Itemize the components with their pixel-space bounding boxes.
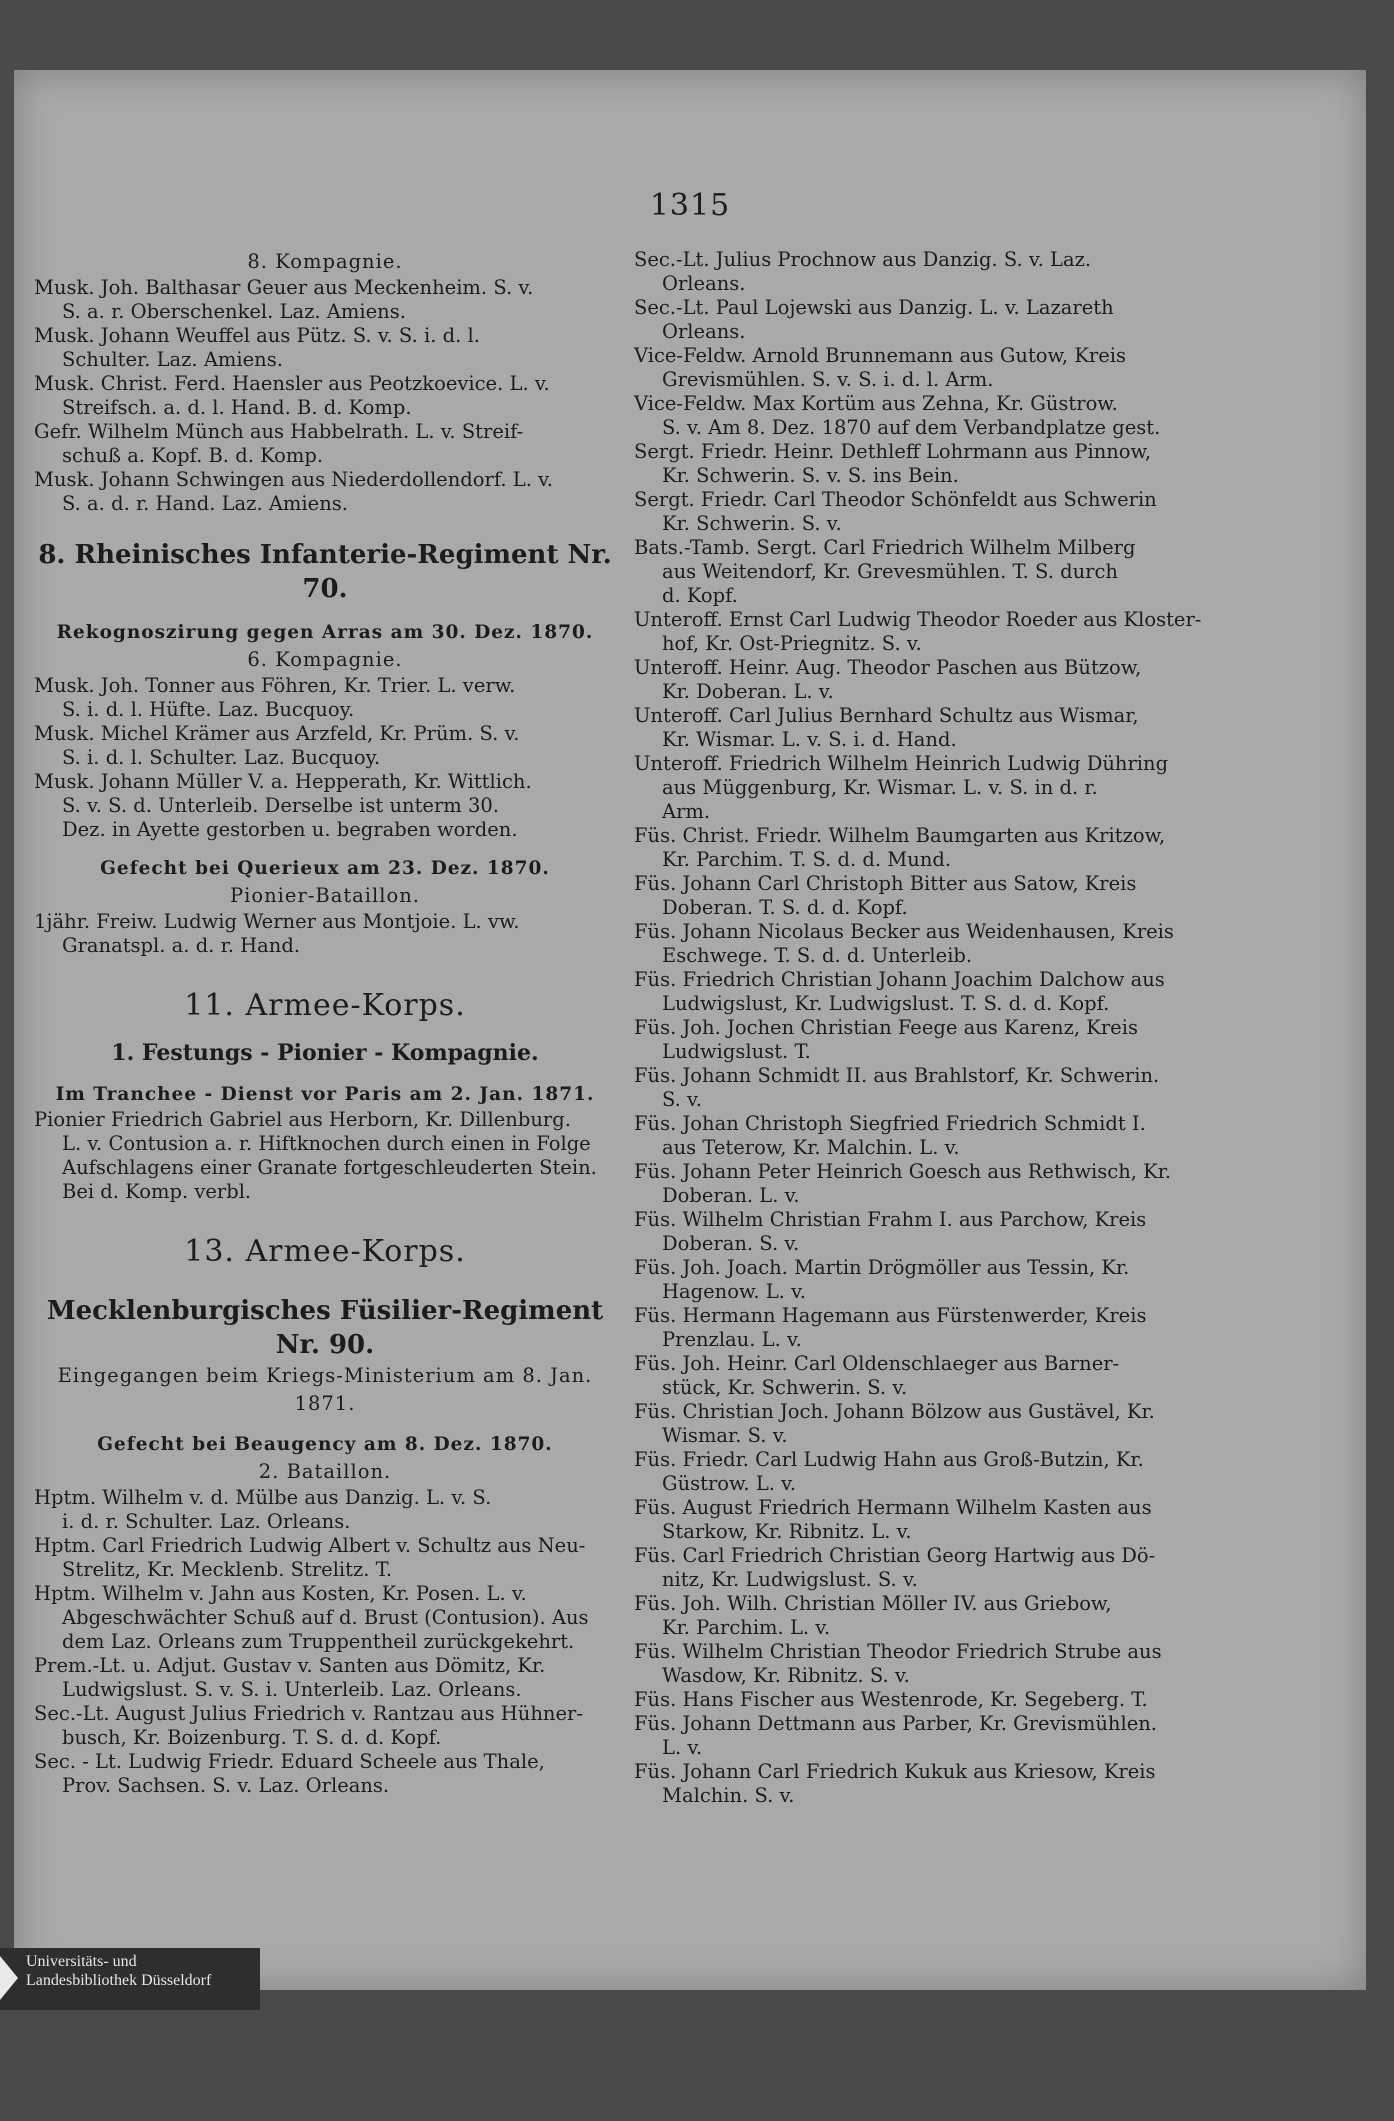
engagement-heading: Gefecht bei Beaugency am 8. Dez. 1870.: [97, 1434, 553, 1455]
casualty-entry: [634, 1592, 1224, 1640]
casualty-entry: [34, 420, 616, 468]
library-watermark: [0, 1948, 260, 2010]
entry-continuation-line: Streifsch. a. d. l. Hand. B. d. Komp.: [62, 396, 412, 419]
entry-line: Musk. Johann Weuffel aus Pütz. S. v. S. i. d. l.: [34, 324, 480, 347]
entry-line: Sec.-Lt. Julius Prochnow aus Danzig. S. v. Laz.: [634, 248, 1092, 271]
entry-line: Sergt. Friedr. Heinr. Dethleff Lohrmann aus Pinnow,: [634, 440, 1152, 463]
casualty-entry: [634, 1016, 1224, 1064]
entry-line: Unteroff. Heinr. Aug. Theodor Paschen aus Bützow,: [634, 656, 1142, 679]
entry-line: Füs. Joh. Wilh. Christian Möller IV. aus Griebow,: [634, 1592, 1112, 1615]
regiment-heading: 8. Rheinisches Infanterie-Regiment Nr. 70.: [38, 540, 612, 604]
entry-line: Gefr. Wilhelm Münch aus Habbelrath. L. v. Streif-: [34, 420, 524, 443]
entry-line: 1jähr. Freiw. Ludwig Werner aus Montjoie. L. vw.: [34, 910, 520, 933]
entry-continuation-line: aus Müggenburg, Kr. Wismar. L. v. S. in d. r.: [662, 776, 1098, 799]
entry-line: Unteroff. Carl Julius Bernhard Schultz aus Wismar,: [634, 704, 1139, 727]
entry-continuation-line: Ludwigslust, Kr. Ludwigslust. T. S. d. d. Kopf.: [662, 992, 1110, 1015]
engagement-heading: Rekognoszirung gegen Arras am 30. Dez. 1870.: [56, 622, 594, 643]
subunit-heading: Eingegangen beim Kriegs-Ministerium am 8. Jan. 1871.: [57, 1364, 593, 1415]
entry-line: Füs. August Friedrich Hermann Wilhelm Kasten aus: [634, 1496, 1152, 1519]
engagement-heading: Im Tranchee - Dienst vor Paris am 2. Jan. 1871.: [55, 1084, 595, 1105]
casualty-entry: [34, 468, 616, 516]
document-page: [14, 70, 1366, 1990]
casualty-entry: [34, 1750, 616, 1798]
entry-continuation-line: Wasdow, Kr. Ribnitz. S. v.: [662, 1664, 910, 1687]
casualty-entry: [634, 344, 1224, 392]
entry-line: Prem.-Lt. u. Adjut. Gustav v. Santen aus Dömitz, Kr.: [34, 1654, 546, 1677]
casualty-entry: [34, 674, 616, 722]
entry-line: Musk. Joh. Tonner aus Föhren, Kr. Trier. L. verw.: [34, 674, 516, 697]
casualty-entry: [634, 1712, 1224, 1760]
entry-continuation-line: Aufschlagens einer Granate fortgeschleuderten Stein.: [62, 1156, 597, 1179]
entry-line: Füs. Friedr. Carl Ludwig Hahn aus Groß-Butzin, Kr.: [634, 1448, 1144, 1471]
corps-heading: 13. Armee-Korps.: [184, 1234, 466, 1269]
entry-continuation-line: Arm.: [662, 800, 711, 823]
casualty-entry: [634, 608, 1224, 656]
entry-line: Sec.-Lt. August Julius Friedrich v. Rantzau aus Hühner-: [34, 1702, 583, 1725]
entry-continuation-line: S. a. d. r. Hand. Laz. Amiens.: [62, 492, 348, 515]
entry-line: Füs. Johann Dettmann aus Parber, Kr. Grevismühlen.: [634, 1712, 1157, 1735]
entry-line: Füs. Carl Friedrich Christian Georg Hartwig aus Dö-: [634, 1544, 1156, 1567]
left-column: [34, 248, 616, 1798]
entry-line: Pionier Friedrich Gabriel aus Herborn, Kr. Dillenburg.: [34, 1108, 571, 1131]
entry-continuation-line: L. v.: [662, 1736, 703, 1759]
entry-continuation-line: Kr. Schwerin. S. v. S. ins Bein.: [662, 464, 959, 487]
entry-continuation-line: S. v. Am 8. Dez. 1870 auf dem Verbandplatze gest.: [662, 416, 1161, 439]
casualty-entry: [34, 324, 616, 372]
entry-continuation-line: Wismar. S. v.: [662, 1424, 788, 1447]
entry-continuation-line: Prenzlau. L. v.: [662, 1328, 802, 1351]
casualty-entry: [634, 1208, 1224, 1256]
entry-continuation-line: Doberan. S. v.: [662, 1232, 800, 1255]
casualty-entry: [634, 1496, 1224, 1544]
entry-continuation-line: S. v. S. d. Unterleib. Derselbe ist unterm 30.: [62, 794, 499, 817]
entry-line: Füs. Johann Carl Friedrich Kukuk aus Kriesow, Kreis: [634, 1760, 1156, 1783]
casualty-entry: [34, 1582, 616, 1654]
entry-continuation-line: L. v. Contusion a. r. Hiftknochen durch einen in Folge: [62, 1132, 591, 1155]
casualty-entry: [34, 372, 616, 420]
entry-line: Füs. Wilhelm Christian Theodor Friedrich Strube aus: [634, 1640, 1162, 1663]
casualty-entry: [634, 872, 1224, 920]
library-name-line1: Universitäts- und: [26, 1953, 137, 1970]
entry-line: Füs. Johan Christoph Siegfried Friedrich Schmidt I.: [634, 1112, 1146, 1135]
entry-line: Füs. Hermann Hagemann aus Fürstenwerder, Kreis: [634, 1304, 1147, 1327]
entry-line: Sec.-Lt. Paul Lojewski aus Danzig. L. v. Lazareth: [634, 296, 1114, 319]
entry-continuation-line: Eschwege. T. S. d. d. Unterleib.: [662, 944, 973, 967]
casualty-entry: [634, 968, 1224, 1016]
casualty-entry: [634, 1544, 1224, 1592]
casualty-entry: [634, 488, 1224, 536]
library-name-line2: Landesbibliothek Düsseldorf: [26, 1972, 212, 1989]
entry-line: Musk. Michel Krämer aus Arzfeld, Kr. Prüm. S. v.: [34, 722, 520, 745]
casualty-entry: [634, 1256, 1224, 1304]
casualty-entry: [634, 920, 1224, 968]
casualty-entry: [634, 1688, 1224, 1712]
entry-line: Füs. Hans Fischer aus Westenrode, Kr. Segeberg. T.: [634, 1688, 1148, 1711]
casualty-entry: [634, 704, 1224, 752]
entry-continuation-line: aus Weitendorf, Kr. Grevesmühlen. T. S. durch: [662, 560, 1118, 583]
casualty-entry: [634, 1160, 1224, 1208]
entry-continuation-line: Strelitz, Kr. Mecklenb. Strelitz. T.: [62, 1558, 393, 1581]
entry-continuation-line: S. v.: [662, 1088, 702, 1111]
casualty-entry: [634, 392, 1224, 440]
casualty-entry: [634, 1064, 1224, 1112]
entry-continuation-line: Dez. in Ayette gestorben u. begraben worden.: [62, 818, 518, 841]
unit-heading: 1. Festungs - Pionier - Kompagnie.: [111, 1040, 539, 1066]
entry-line: Füs. Johann Nicolaus Becker aus Weidenhausen, Kreis: [634, 920, 1174, 943]
subunit-heading: 8. Kompagnie.: [247, 250, 403, 273]
casualty-entry: [634, 248, 1224, 296]
entry-line: Hptm. Wilhelm v. Jahn aus Kosten, Kr. Posen. L. v.: [34, 1582, 527, 1605]
entry-continuation-line: Hagenow. L. v.: [662, 1280, 806, 1303]
entry-line: Hptm. Carl Friedrich Ludwig Albert v. Schultz aus Neu-: [34, 1534, 586, 1557]
entry-line: Musk. Christ. Ferd. Haensler aus Peotzkoevice. L. v.: [34, 372, 550, 395]
entry-line: Füs. Johann Peter Heinrich Goesch aus Rethwisch, Kr.: [634, 1160, 1172, 1183]
entry-continuation-line: Malchin. S. v.: [662, 1784, 795, 1807]
entry-continuation-line: Doberan. T. S. d. d. Kopf.: [662, 896, 908, 919]
entry-continuation-line: Orleans.: [662, 272, 746, 295]
entry-continuation-line: stück, Kr. Schwerin. S. v.: [662, 1376, 908, 1399]
entry-line: Füs. Christ. Friedr. Wilhelm Baumgarten aus Kritzow,: [634, 824, 1166, 847]
entry-line: Füs. Johann Carl Christoph Bitter aus Satow, Kreis: [634, 872, 1137, 895]
entry-continuation-line: Kr. Doberan. L. v.: [662, 680, 834, 703]
casualty-entry: [34, 722, 616, 770]
entry-line: Füs. Wilhelm Christian Frahm I. aus Parchow, Kreis: [634, 1208, 1147, 1231]
casualty-entry: [34, 1108, 616, 1204]
entry-continuation-line: S. i. d. l. Hüfte. Laz. Bucquoy.: [62, 698, 355, 721]
entry-continuation-line: Kr. Wismar. L. v. S. i. d. Hand.: [662, 728, 957, 751]
entry-continuation-line: d. Kopf.: [662, 584, 738, 607]
casualty-entry: [34, 1534, 616, 1582]
casualty-entry: [634, 1112, 1224, 1160]
entry-continuation-line: Abgeschwächter Schuß auf d. Brust (Contusion). Aus: [62, 1606, 589, 1629]
entry-line: Füs. Joh. Jochen Christian Feege aus Karenz, Kreis: [634, 1016, 1138, 1039]
entry-continuation-line: S. i. d. l. Schulter. Laz. Bucquoy.: [62, 746, 381, 769]
casualty-entry: [34, 770, 616, 842]
entry-continuation-line: Orleans.: [662, 320, 746, 343]
entry-line: Füs. Johann Schmidt II. aus Brahlstorf, Kr. Schwerin.: [634, 1064, 1160, 1087]
casualty-entry: [34, 1486, 616, 1534]
entry-line: Füs. Joh. Heinr. Carl Oldenschlaeger aus Barner-: [634, 1352, 1120, 1375]
entry-continuation-line: Kr. Parchim. L. v.: [662, 1616, 831, 1639]
subunit-heading: 2. Bataillon.: [258, 1460, 392, 1483]
entry-line: Unteroff. Friedrich Wilhelm Heinrich Ludwig Dühring: [634, 752, 1169, 775]
casualty-entry: [634, 440, 1224, 488]
casualty-entry: [34, 1654, 616, 1702]
entry-line: Füs. Friedrich Christian Johann Joachim Dalchow aus: [634, 968, 1165, 991]
casualty-entry: [634, 296, 1224, 344]
entry-line: Sergt. Friedr. Carl Theodor Schönfeldt aus Schwerin: [634, 488, 1157, 511]
casualty-entry: [634, 1640, 1224, 1688]
casualty-entry: [634, 656, 1224, 704]
entry-line: Füs. Joh. Joach. Martin Drögmöller aus Tessin, Kr.: [634, 1256, 1130, 1279]
entry-line: Unteroff. Ernst Carl Ludwig Theodor Roeder aus Kloster-: [634, 608, 1202, 631]
entry-continuation-line: aus Teterow, Kr. Malchin. L. v.: [662, 1136, 960, 1159]
page-number: 1315: [649, 188, 731, 223]
entry-line: Sec. - Lt. Ludwig Friedr. Eduard Scheele aus Thale,: [34, 1750, 545, 1773]
entry-continuation-line: S. a. r. Oberschenkel. Laz. Amiens.: [62, 300, 406, 323]
engagement-heading: Gefecht bei Querieux am 23. Dez. 1870.: [100, 858, 550, 879]
casualty-entry: [634, 536, 1224, 608]
entry-line: Bats.-Tamb. Sergt. Carl Friedrich Wilhelm Milberg: [634, 536, 1136, 559]
casualty-entry: [634, 1352, 1224, 1400]
casualty-entry: [634, 1304, 1224, 1352]
casualty-entry: [634, 752, 1224, 824]
entry-continuation-line: Kr. Schwerin. S. v.: [662, 512, 842, 535]
corps-heading: 11. Armee-Korps.: [184, 988, 466, 1023]
casualty-entry: [34, 1702, 616, 1750]
entry-continuation-line: busch, Kr. Boizenburg. T. S. d. d. Kopf.: [62, 1726, 442, 1749]
casualty-entry: [634, 1400, 1224, 1448]
entry-line: Füs. Christian Joch. Johann Bölzow aus Gustävel, Kr.: [634, 1400, 1155, 1423]
entry-continuation-line: Grevismühlen. S. v. S. i. d. l. Arm.: [662, 368, 994, 391]
subunit-heading: 6. Kompagnie.: [247, 648, 403, 671]
casualty-entry: [634, 1760, 1224, 1808]
entry-continuation-line: Güstrow. L. v.: [662, 1472, 797, 1495]
entry-line: Hptm. Wilhelm v. d. Mülbe aus Danzig. L. v. S.: [34, 1486, 492, 1509]
entry-continuation-line: nitz, Kr. Ludwigslust. S. v.: [662, 1568, 918, 1591]
entry-line: Musk. Johann Schwingen aus Niederdollendorf. L. v.: [34, 468, 553, 491]
entry-continuation-line: Doberan. L. v.: [662, 1184, 800, 1207]
casualty-entry: [34, 910, 616, 958]
entry-continuation-line: Ludwigslust. T.: [662, 1040, 811, 1063]
entry-continuation-line: hof, Kr. Ost-Priegnitz. S. v.: [662, 632, 922, 655]
entry-continuation-line: Granatspl. a. d. r. Hand.: [62, 934, 301, 957]
casualty-entry: [34, 276, 616, 324]
casualty-entry: [634, 824, 1224, 872]
casualty-entry: [634, 1448, 1224, 1496]
library-logo-icon: [0, 1956, 18, 2000]
right-column: [634, 248, 1224, 1808]
entry-continuation-line: Kr. Parchim. T. S. d. d. Mund.: [662, 848, 952, 871]
entry-line: Musk. Johann Müller V. a. Hepperath, Kr. Wittlich.: [34, 770, 532, 793]
entry-continuation-line: Prov. Sachsen. S. v. Laz. Orleans.: [62, 1774, 390, 1797]
entry-continuation-line: schuß a. Kopf. B. d. Komp.: [62, 444, 324, 467]
entry-line: Musk. Joh. Balthasar Geuer aus Meckenheim. S. v.: [34, 276, 534, 299]
entry-continuation-line: Bei d. Komp. verbl.: [62, 1180, 252, 1203]
regiment-heading: Mecklenburgisches Füsilier-Regiment Nr. 90.: [46, 1296, 604, 1360]
entry-line: Vice-Feldw. Max Kortüm aus Zehna, Kr. Güstrow.: [634, 392, 1118, 415]
subunit-heading: Pionier-Bataillon.: [230, 884, 420, 907]
entry-continuation-line: Ludwigslust. S. v. S. i. Unterleib. Laz. Orleans.: [62, 1678, 522, 1701]
entry-continuation-line: Starkow, Kr. Ribnitz. L. v.: [662, 1520, 912, 1543]
entry-continuation-line: dem Laz. Orleans zum Truppentheil zurückgekehrt.: [62, 1630, 575, 1653]
entry-continuation-line: i. d. r. Schulter. Laz. Orleans.: [62, 1510, 351, 1533]
entry-line: Vice-Feldw. Arnold Brunnemann aus Gutow, Kreis: [634, 344, 1126, 367]
entry-continuation-line: Schulter. Laz. Amiens.: [62, 348, 283, 371]
